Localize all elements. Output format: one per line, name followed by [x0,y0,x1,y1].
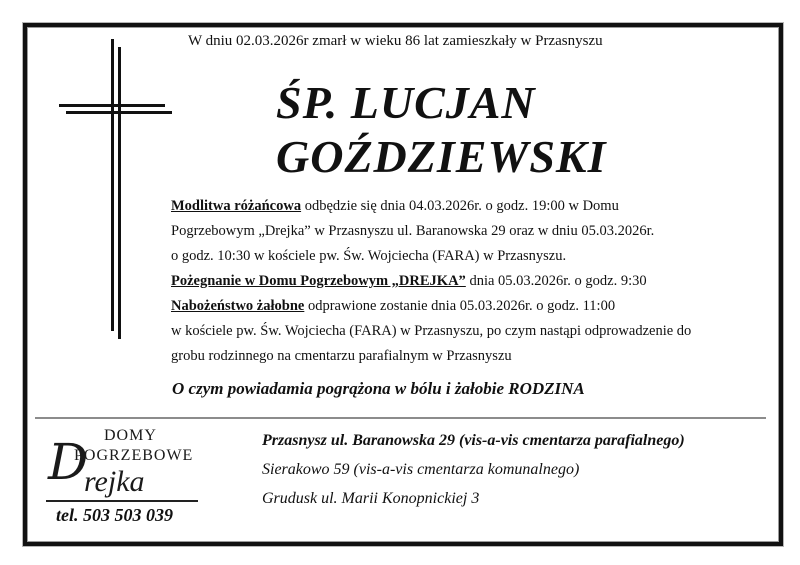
service-line-2: w kościele pw. Św. Wojciecha (FARA) w Przasnyszu, po czym nastąpi odprowadzenie do [171,323,692,339]
farewell-text: dnia 05.03.2026r. o godz. 9:30 [465,273,647,289]
address-item: Grudusk ul. Marii Konopnickiej 3 [262,490,480,507]
service-line-1 [171,294,691,319]
logo-text-domy: DOMY [104,427,157,444]
deceased-name-line2: GOŹDZIEWSKI [276,131,607,182]
cross-horizontal-bar-shadow [66,111,172,114]
death-announcement-line: W dniu 02.03.2026r zmarł w wieku 86 lat zamieszkały w Przasnyszu [188,33,603,49]
cross-horizontal-bar [59,104,165,107]
service-line-3: grobu rodzinnego na cmentarzu parafialnym w Przasnyszu [171,348,512,364]
ceremony-details [171,194,691,369]
logo-initial: D [48,433,89,491]
rosary-line-2: Pogrzebowym „Drejka” w Przasnyszu ul. Baranowska 29 oraz w dniu 05.03.2026r. [171,223,655,239]
logo-name: rejka [84,465,145,498]
farewell-label: Pożegnanie w Domu Pogrzebowym „DREJKA” [171,273,466,289]
funeral-home-addresses [262,426,685,513]
section-divider [35,417,766,419]
farewell-line [171,269,691,294]
funeral-home-logo [42,425,212,505]
address-item: Sierakowo 59 (vis-a-vis cmentarza komunalnego) [262,461,580,478]
rosary-line-3: o godz. 10:30 w kościele pw. Św. Wojciecha (FARA) w Przasnyszu. [171,248,567,264]
deceased-name [276,76,607,184]
rosary-text: odbędzie się dnia 04.03.2026r. o godz. 19:00 w Domu [301,198,619,214]
address-item: Przasnysz ul. Baranowska 29 (vis-a-vis cmentarza parafialnego) [262,432,685,449]
logo-underline [46,500,198,502]
rosary-line-1 [171,194,691,219]
cross-vertical-bar-shadow [118,47,121,339]
logo-text-pogrzebowe: POGRZEBOWE [74,447,194,464]
funeral-home-phone: tel. 503 503 039 [56,505,173,525]
rosary-label: Modlitwa różańcowa [171,198,302,214]
closing-statement: O czym powiadamia pogrążona w bólu i żałobie RODZINA [172,379,585,398]
cross-vertical-bar [111,39,114,331]
service-label: Nabożeństwo żałobne [171,298,305,314]
service-text: odprawione zostanie dnia 05.03.2026r. o godz. 11:00 [304,298,616,314]
deceased-name-line1: ŚP. LUCJAN [276,77,536,128]
